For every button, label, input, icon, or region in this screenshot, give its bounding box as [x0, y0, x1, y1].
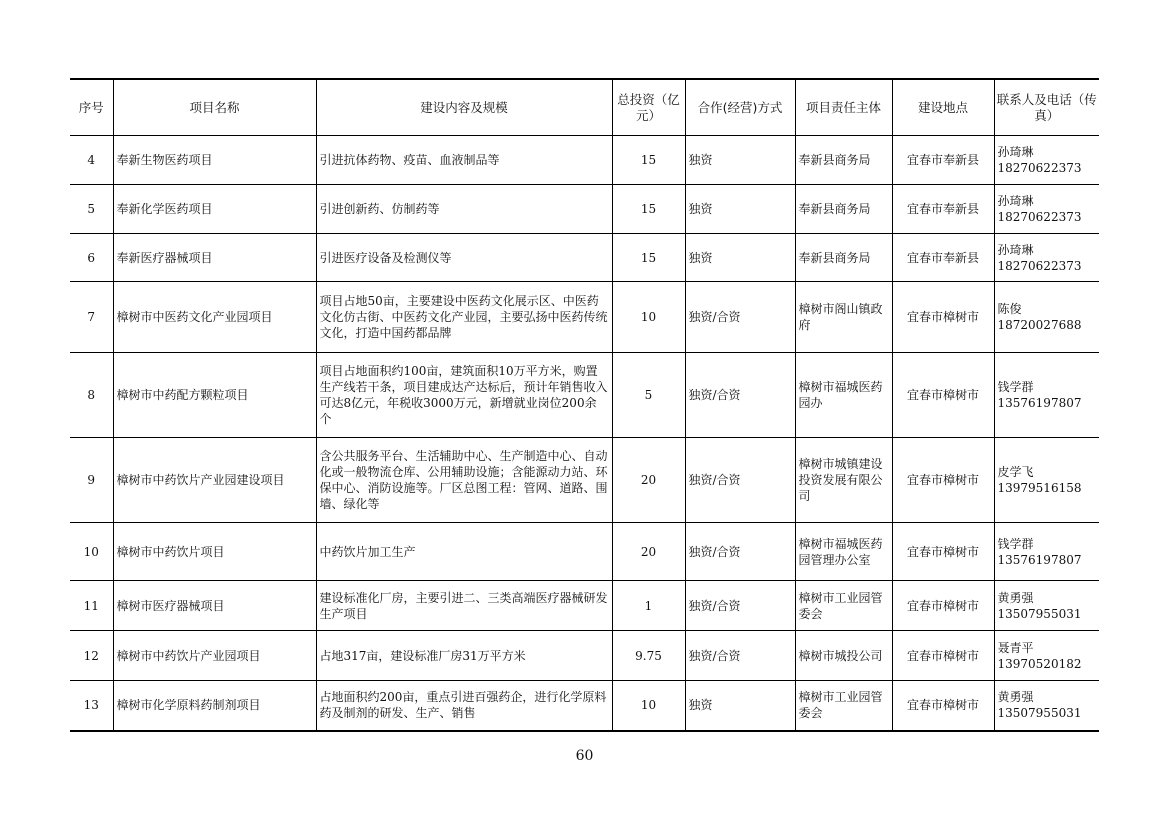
cell-investment: 1	[612, 581, 685, 631]
cell-content: 建设标准化厂房，主要引进二、三类高端医疗器械研发生产项目	[316, 581, 612, 631]
cell-seq: 9	[70, 438, 113, 523]
cell-mode: 独资	[685, 681, 795, 731]
cell-name: 樟树市医疗器械项目	[113, 581, 316, 631]
cell-content: 含公共服务平台、生活辅助中心、生产制造中心、自动化或一般物流仓库、公用辅助设施；含能源动力站、环保中心、消防设施等。厂区总图工程：管网、道路、围墙、绿化等	[316, 438, 612, 523]
cell-content: 中药饮片加工生产	[316, 523, 612, 581]
cell-investment: 5	[612, 353, 685, 438]
contact-phone: 13507955031	[997, 706, 1082, 721]
cell-contact	[994, 353, 1099, 438]
cell-owner: 奉新县商务局	[795, 185, 892, 234]
cell-mode: 独资/合资	[685, 631, 795, 681]
table-row	[70, 185, 1099, 234]
cell-mode: 独资	[685, 234, 795, 282]
cell-name: 奉新生物医药项目	[113, 136, 316, 185]
cell-contact	[994, 234, 1099, 282]
contact-phone: 18270622373	[997, 161, 1082, 175]
cell-name: 樟树市化学原料药制剂项目	[113, 681, 316, 731]
cell-name: 樟树市中药饮片项目	[113, 523, 316, 581]
contact-name: 钱学群	[997, 536, 1034, 551]
project-table	[70, 78, 1099, 732]
cell-seq: 8	[70, 353, 113, 438]
cell-content: 占地317亩，建设标准厂房31万平方米	[316, 631, 612, 681]
cell-seq: 10	[70, 523, 113, 581]
cell-location: 宜春市樟树市	[892, 681, 994, 731]
header-investment: 总投资（亿元）	[612, 79, 685, 136]
cell-content: 占地面积约200亩，重点引进百强药企，进行化学原料药及制剂的研发、生产、销售	[316, 681, 612, 731]
contact-phone: 13970520182	[997, 656, 1082, 671]
contact-name: 陈俊	[997, 302, 1022, 316]
cell-contact	[994, 438, 1099, 523]
cell-owner: 樟树市工业园管委会	[795, 681, 892, 731]
cell-location: 宜春市樟树市	[892, 631, 994, 681]
cell-mode: 独资	[685, 185, 795, 234]
cell-owner: 樟树市工业园管委会	[795, 581, 892, 631]
table-row	[70, 353, 1099, 438]
table-row	[70, 282, 1099, 353]
contact-phone: 13576197807	[997, 396, 1082, 410]
cell-seq: 7	[70, 282, 113, 353]
table-row	[70, 631, 1099, 681]
contact-name: 黄勇强	[997, 590, 1034, 605]
cell-investment: 20	[612, 523, 685, 581]
cell-location: 宜春市樟树市	[892, 523, 994, 581]
cell-content: 引进创新药、仿制药等	[316, 185, 612, 234]
cell-seq: 13	[70, 681, 113, 731]
table-row	[70, 438, 1099, 523]
cell-name: 奉新化学医药项目	[113, 185, 316, 234]
cell-investment: 15	[612, 136, 685, 185]
cell-mode: 独资/合资	[685, 438, 795, 523]
table-row	[70, 681, 1099, 731]
cell-investment: 10	[612, 282, 685, 353]
contact-name: 皮学飞	[997, 465, 1034, 479]
cell-owner: 樟树市阁山镇政府	[795, 282, 892, 353]
cell-owner: 樟树市福城医药园办	[795, 353, 892, 438]
contact-phone: 18720027688	[997, 318, 1082, 332]
contact-name: 聂青平	[997, 640, 1034, 655]
cell-name: 樟树市中药配方颗粒项目	[113, 353, 316, 438]
cell-location: 宜春市樟树市	[892, 353, 994, 438]
cell-mode: 独资	[685, 136, 795, 185]
contact-name: 孙琦琳	[997, 145, 1034, 159]
cell-contact	[994, 185, 1099, 234]
table-header-row	[70, 79, 1099, 136]
cell-mode: 独资/合资	[685, 523, 795, 581]
cell-investment: 10	[612, 681, 685, 731]
cell-investment: 9.75	[612, 631, 685, 681]
cell-owner: 樟树市城投公司	[795, 631, 892, 681]
cell-contact	[994, 136, 1099, 185]
cell-contact	[994, 631, 1099, 681]
cell-content: 引进医疗设备及检测仪等	[316, 234, 612, 282]
contact-phone: 18270622373	[997, 210, 1082, 224]
cell-owner: 奉新县商务局	[795, 136, 892, 185]
cell-investment: 15	[612, 185, 685, 234]
cell-owner: 奉新县商务局	[795, 234, 892, 282]
header-contact: 联系人及电话（传真）	[994, 79, 1099, 136]
cell-contact	[994, 581, 1099, 631]
table-row	[70, 234, 1099, 282]
contact-name: 孙琦琳	[997, 242, 1034, 257]
cell-name: 奉新医疗器械项目	[113, 234, 316, 282]
contact-phone: 13979516158	[997, 481, 1082, 495]
cell-owner: 樟树市福城医药园管理办公室	[795, 523, 892, 581]
cell-contact	[994, 523, 1099, 581]
cell-content: 引进抗体药物、疫苗、血液制品等	[316, 136, 612, 185]
cell-mode: 独资/合资	[685, 581, 795, 631]
cell-mode: 独资/合资	[685, 353, 795, 438]
cell-location: 宜春市樟树市	[892, 282, 994, 353]
cell-name: 樟树市中医药文化产业园项目	[113, 282, 316, 353]
contact-name: 钱学群	[997, 380, 1034, 394]
cell-mode: 独资/合资	[685, 282, 795, 353]
contact-name: 孙琦琳	[997, 194, 1034, 208]
contact-name: 黄勇强	[997, 690, 1034, 705]
cell-name: 樟树市中药饮片产业园建设项目	[113, 438, 316, 523]
cell-contact	[994, 282, 1099, 353]
cell-location: 宜春市奉新县	[892, 234, 994, 282]
cell-seq: 11	[70, 581, 113, 631]
page-number: 60	[575, 748, 594, 764]
cell-content: 项目占地50亩，主要建设中医药文化展示区、中医药文化仿古街、中医药文化产业园，主要弘扬中医药传统文化，打造中国药都品牌	[316, 282, 612, 353]
cell-name: 樟树市中药饮片产业园项目	[113, 631, 316, 681]
header-location: 建设地点	[892, 79, 994, 136]
contact-phone: 13507955031	[997, 606, 1082, 621]
table-row	[70, 136, 1099, 185]
header-content: 建设内容及规模	[316, 79, 612, 136]
table-row	[70, 523, 1099, 581]
header-owner: 项目责任主体	[795, 79, 892, 136]
contact-phone: 18270622373	[997, 258, 1082, 273]
cell-location: 宜春市樟树市	[892, 581, 994, 631]
cell-investment: 20	[612, 438, 685, 523]
header-mode: 合作(经营)方式	[685, 79, 795, 136]
contact-phone: 13576197807	[997, 552, 1082, 567]
header-name: 项目名称	[113, 79, 316, 136]
cell-content: 项目占地面积约100亩，建筑面积10万平方米，购置生产线若干条，项目建成达产达标后，预计年销售收入可达8亿元，年税收3000万元，新增就业岗位200余个	[316, 353, 612, 438]
cell-seq: 5	[70, 185, 113, 234]
cell-location: 宜春市奉新县	[892, 136, 994, 185]
cell-owner: 樟树市城镇建设投资发展有限公司	[795, 438, 892, 523]
cell-seq: 6	[70, 234, 113, 282]
header-seq: 序号	[70, 79, 113, 136]
cell-seq: 12	[70, 631, 113, 681]
cell-seq: 4	[70, 136, 113, 185]
cell-investment: 15	[612, 234, 685, 282]
cell-contact	[994, 681, 1099, 731]
table-row	[70, 581, 1099, 631]
cell-location: 宜春市樟树市	[892, 438, 994, 523]
cell-location: 宜春市奉新县	[892, 185, 994, 234]
